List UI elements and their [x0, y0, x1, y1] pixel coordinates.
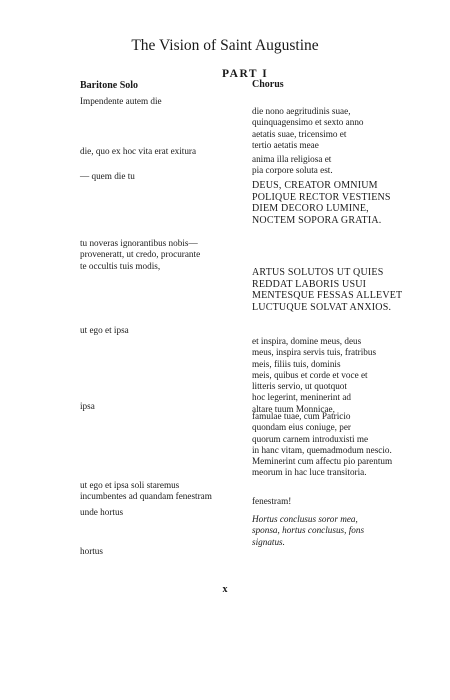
- chorus-stanza: famulae tuae, cum Patricio quondam eius coniuge, per quorum carnem introduxisti me in hanc vitam, quemadmodum nescio. Meminerint cum affectu pio parentum meorum in hac luce transitoria.: [252, 411, 393, 478]
- baritone-line: hortus: [80, 546, 103, 556]
- chorus-stanza: et inspira, domine meus, deus meus, inspira servis tuis, fratribus meis, filiis tuis, dominis meis, quibus et corde et voce et litteris servio, ut quotquot hoc legerint, meninerint ad altare tuum Monnicae,: [252, 336, 377, 414]
- baritone-line: Impendente autem die: [80, 96, 162, 106]
- baritone-line: tu noveras ignorantibus nobis— proveneratt, ut credo, procurante te occultis tuis modis,: [80, 238, 201, 271]
- page-title: The Vision of Saint Augustine: [131, 37, 319, 54]
- baritone-line: ut ego et ipsa: [80, 325, 129, 335]
- chorus-italic-stanza: Hortus conclusus soror mea, sponsa, hortus conclusus, fons signatus.: [252, 514, 365, 547]
- part-heading: PART I: [222, 68, 269, 80]
- baritone-line: ut ego et ipsa soli staremus incumbentes ad quandam fenestram: [80, 480, 212, 502]
- baritone-solo-header: Baritone Solo: [80, 80, 139, 91]
- baritone-line: unde hortus: [80, 507, 124, 517]
- chorus-stanza: anima illa religiosa et pia corpore soluta est.: [252, 154, 333, 176]
- page-number: x: [222, 584, 228, 595]
- baritone-line: die, quo ex hoc vita erat exitura: [80, 146, 197, 156]
- baritone-line: — quem die tu: [80, 171, 135, 181]
- chorus-hymn-stanza: ARTUS SOLUTOS UT QUIES REDDAT LABORIS USUI MENTESQUE FESSAS ALLEVET LUCTUQUE SOLVAT ANXIOS.: [252, 267, 403, 313]
- chorus-header: Chorus: [252, 79, 284, 90]
- chorus-stanza: fenestram!: [252, 496, 292, 506]
- baritone-line: ipsa: [80, 401, 95, 411]
- chorus-stanza: die nono aegritudinis suae, quinquagensimo et sexto anno aetatis suae, tricensimo et tertio aetatis meae: [252, 106, 364, 150]
- chorus-hymn-stanza: DEUS, CREATOR OMNIUM POLIQUE RECTOR VESTIENS DIEM DECORO LUMINE, NOCTEM SOPORA GRATIA.: [252, 180, 391, 226]
